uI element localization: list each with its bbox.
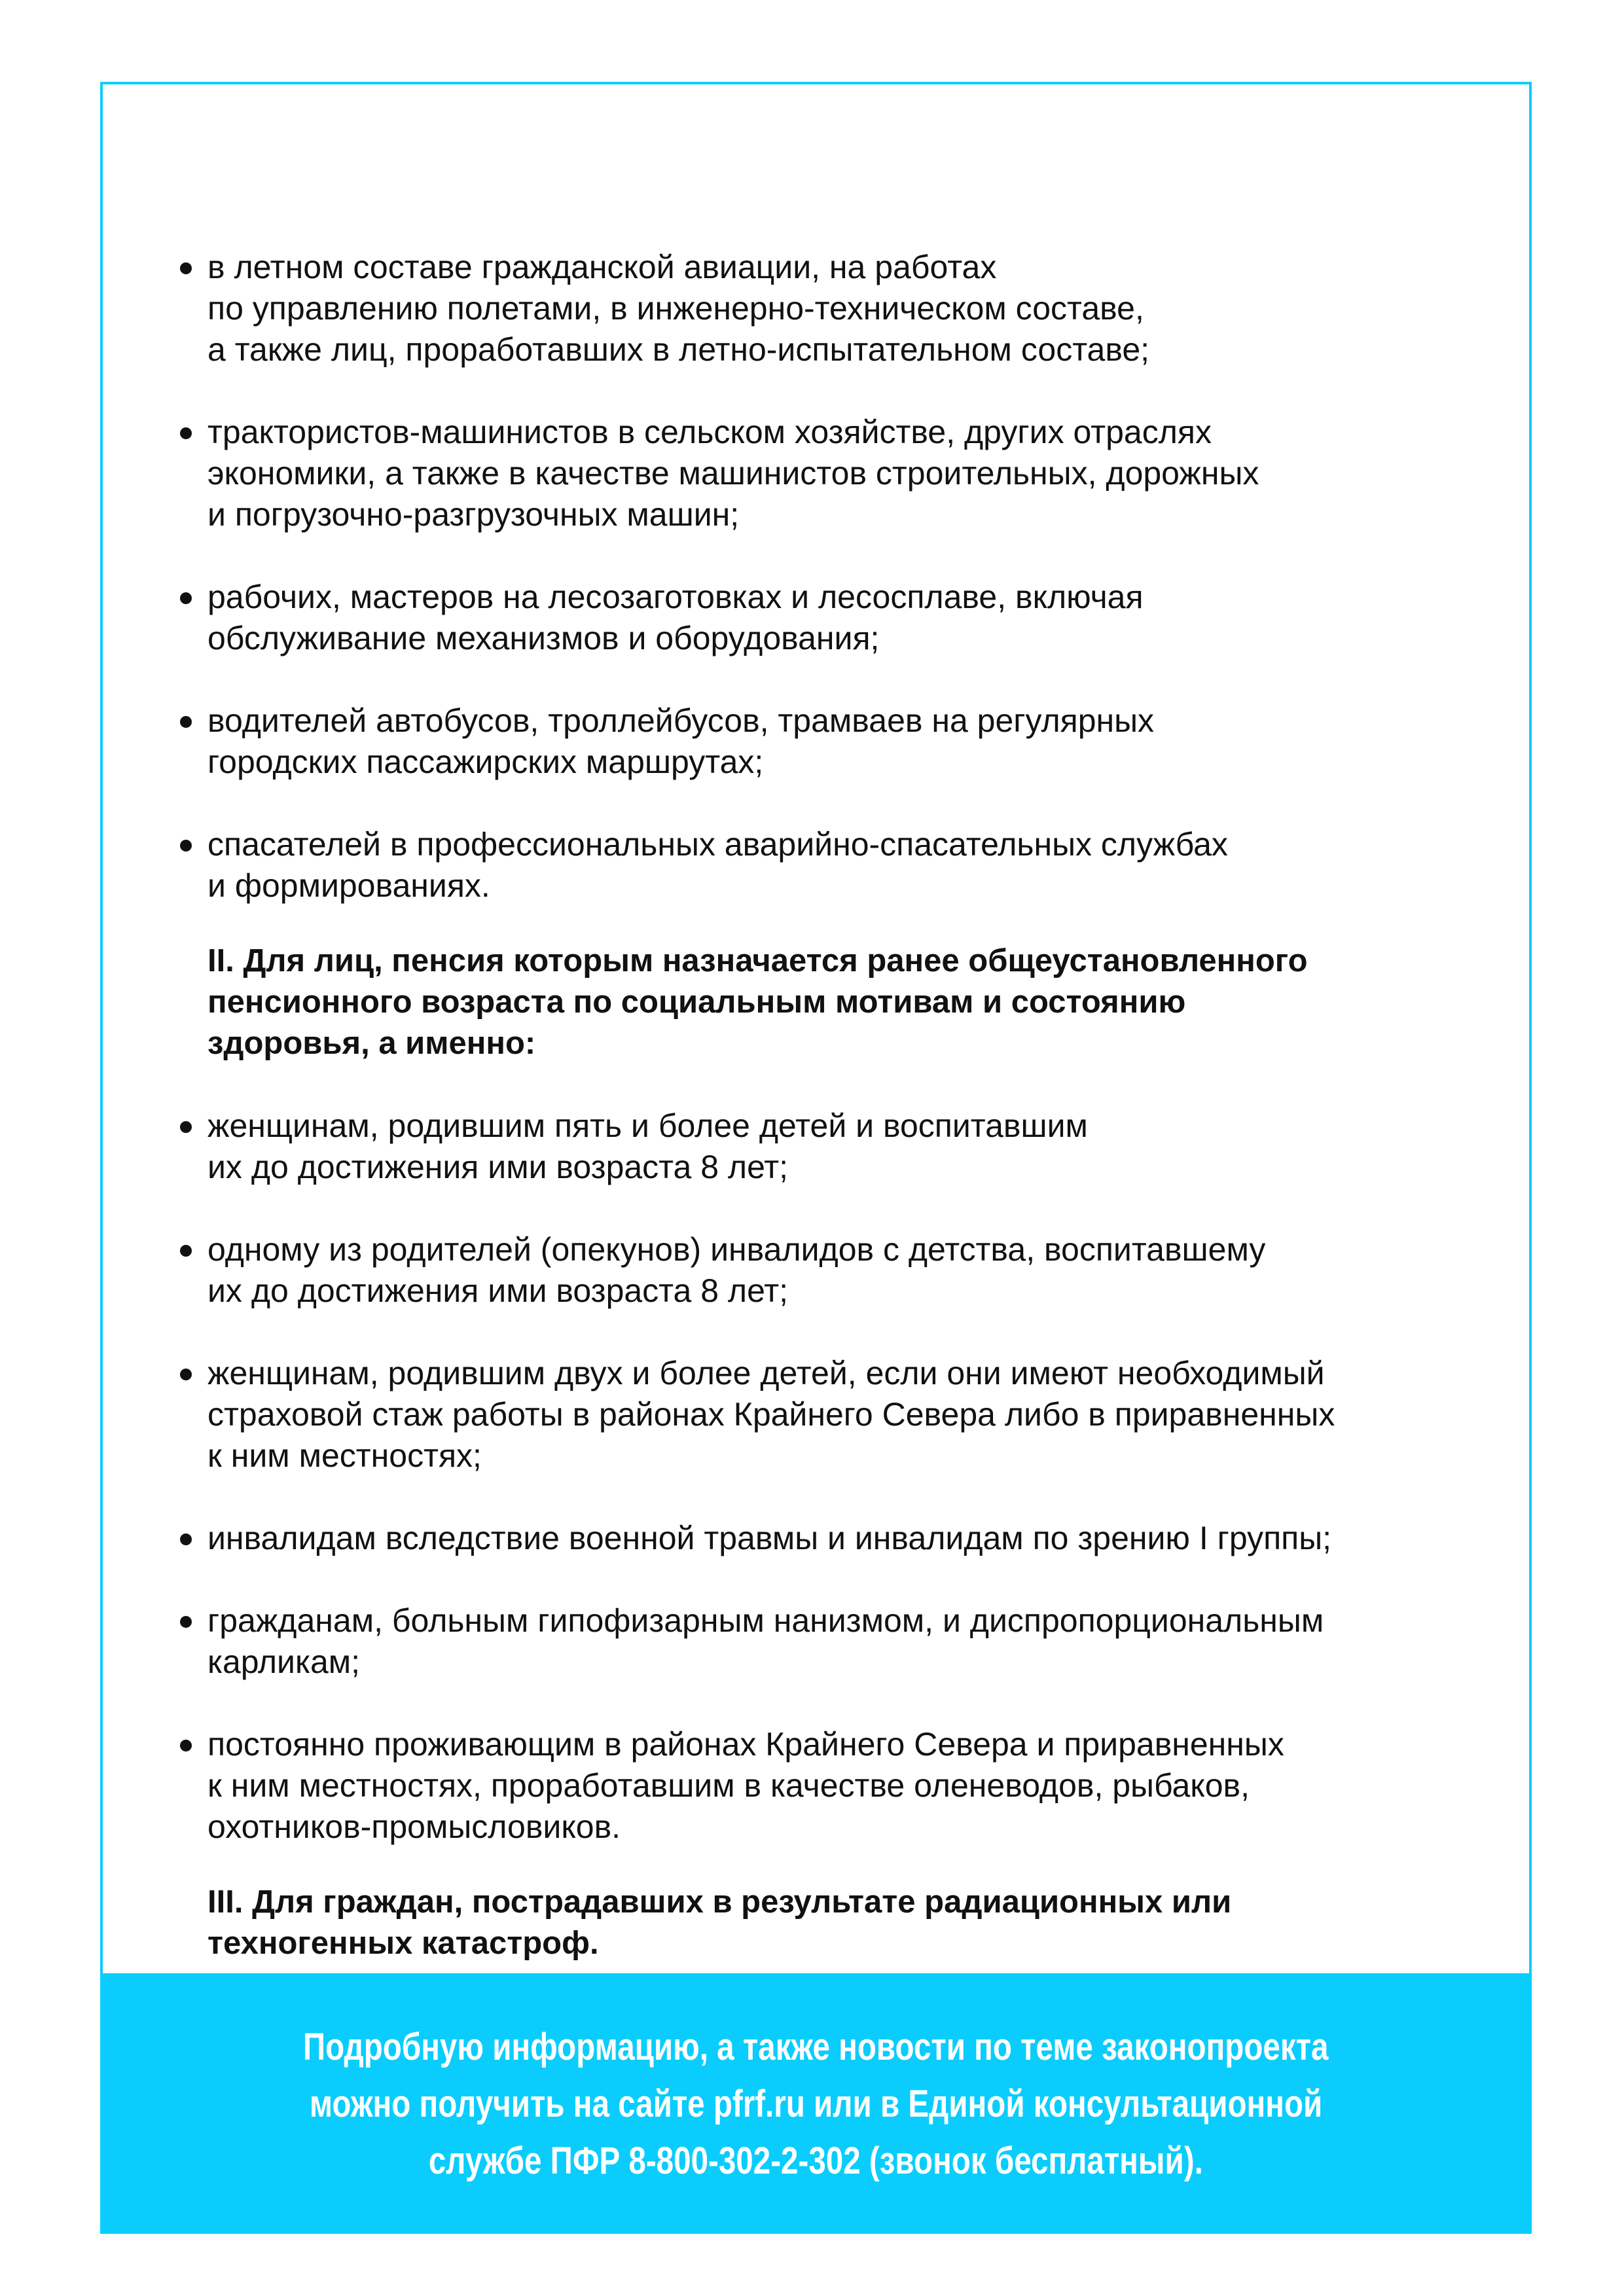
footer-line: службе ПФР 8-800-302-2-302 (звонок бесплатный). [429, 2139, 1203, 2182]
text-line: здоровья, а именно: [208, 1026, 536, 1061]
text-line: их до достижения ими возраста 8 лет; [208, 1149, 789, 1185]
text-line: к ним местностях; [208, 1437, 482, 1474]
list-item [103, 412, 1529, 535]
list-item [103, 824, 1529, 906]
bullet-icon [180, 1121, 192, 1133]
text-line: охотников-промысловиков. [208, 1808, 621, 1845]
text-line: к ним местностях, проработавшим в качестве оленеводов, рыбаков, [208, 1767, 1250, 1804]
text-line: спасателей в профессиональных аварийно-спасательных службах [208, 826, 1228, 863]
text-line: по управлению полетами, в инженерно-техническом составе, [208, 290, 1144, 327]
list-item [103, 1724, 1529, 1848]
text-line: II. Для лиц, пенсия которым назначается ранее общеустановленного [208, 943, 1308, 978]
text-line: рабочих, мастеров на лесозаготовках и лесосплаве, включая [208, 579, 1144, 615]
text-line: карликам; [208, 1643, 361, 1680]
bullet-icon [180, 427, 192, 439]
text-line: и погрузочно-разгрузочных машин; [208, 496, 740, 533]
text-line: трактористов-машинистов в сельском хозяйстве, других отраслях [208, 414, 1212, 450]
text-line: пенсионного возраста по социальным мотивам и состоянию [208, 984, 1186, 1020]
list-item [103, 1353, 1529, 1477]
bullet-icon [180, 1534, 192, 1545]
bullet-icon [180, 1245, 192, 1257]
text-line: а также лиц, проработавших в летно-испытательном составе; [208, 331, 1150, 368]
text-line: женщинам, родившим двух и более детей, если они имеют необходимый [208, 1355, 1325, 1391]
footer-line: Подробную информацию, а также новости по теме законопроекта [303, 2025, 1329, 2068]
text-line: инвалидам вследствие военной травмы и инвалидам по зрению I группы; [208, 1520, 1332, 1556]
bullet-icon [180, 716, 192, 728]
text-line: женщинам, родившим пять и более детей и воспитавшим [208, 1107, 1088, 1144]
text-line: техногенных катастроф. [208, 1926, 599, 1961]
text-line: III. Для граждан, пострадавших в результате радиационных или [208, 1884, 1232, 1920]
page-frame [100, 82, 1532, 2234]
document-body [103, 247, 1529, 2005]
text-line: экономики, а также в качестве машинистов строительных, дорожных [208, 455, 1259, 492]
bullet-icon [180, 592, 192, 604]
bullet-icon [180, 1616, 192, 1628]
text-line: их до достижения ими возраста 8 лет; [208, 1272, 789, 1309]
list-item [103, 247, 1529, 370]
text-line: городских пассажирских маршрутах; [208, 744, 764, 780]
bullet-icon [180, 262, 192, 274]
list-item [103, 1105, 1529, 1188]
list-item [103, 1229, 1529, 1312]
text-line: в летном составе гражданской авиации, на работах [208, 249, 997, 285]
text-line: одному из родителей (опекунов) инвалидов с детства, воспитавшему [208, 1231, 1266, 1268]
list-item [103, 577, 1529, 659]
text-line: водителей автобусов, троллейбусов, трамваев на регулярных [208, 702, 1155, 739]
footer-line: можно получить на сайте pfrf.ru или в Единой консультационной [309, 2082, 1323, 2125]
list-item [103, 1518, 1529, 1559]
list-item [103, 1600, 1529, 1683]
text-line: обслуживание механизмов и оборудования; [208, 620, 880, 656]
section-heading [103, 941, 1529, 1064]
bullet-icon [180, 1369, 192, 1380]
text-line: гражданам, больным гипофизарным нанизмом, и диспропорциональным [208, 1602, 1324, 1639]
bullet-icon [180, 1740, 192, 1751]
info-footer [100, 1973, 1532, 2234]
section-heading [103, 1882, 1529, 1964]
bullet-icon [180, 840, 192, 852]
text-line: постоянно проживающим в районах Крайнего Севера и приравненных [208, 1726, 1284, 1763]
text-line: и формированиях. [208, 867, 490, 904]
text-line: страховой стаж работы в районах Крайнего Севера либо в приравненных [208, 1396, 1335, 1433]
list-item [103, 700, 1529, 783]
